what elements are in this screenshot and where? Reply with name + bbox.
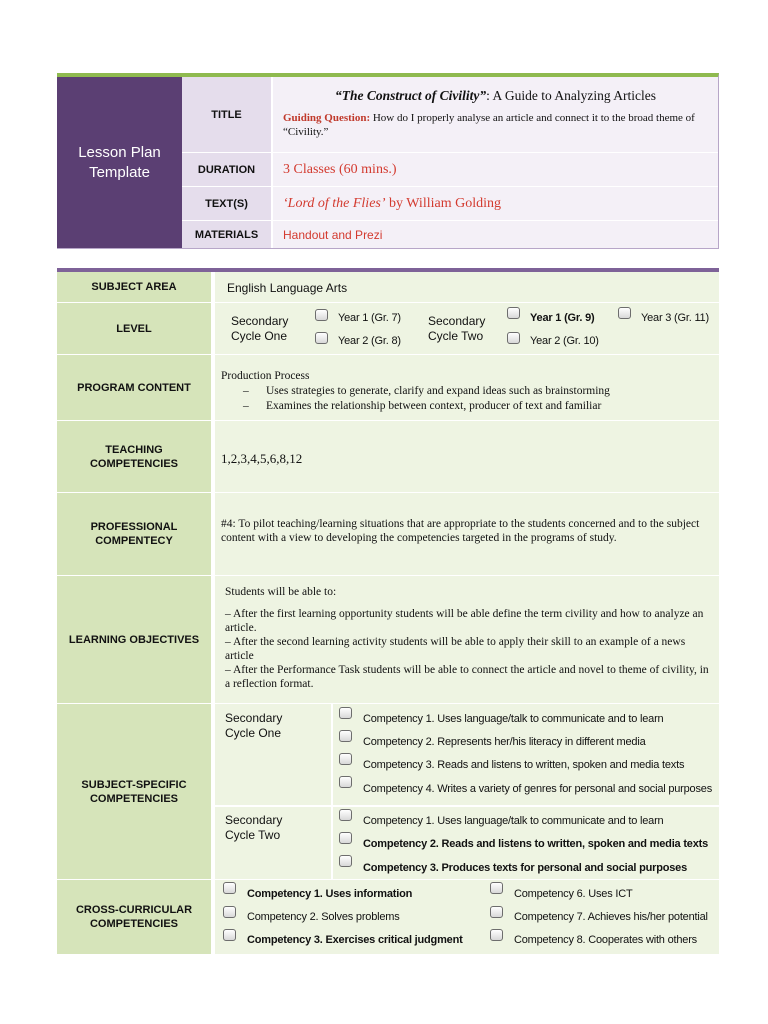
learning-objectives-value bbox=[225, 585, 711, 691]
learning-objectives-row bbox=[57, 576, 719, 704]
cross-competency-checkbox[interactable] bbox=[490, 929, 503, 941]
cycle-one-competency-3: Competency 3. Reads and listens to written, spoken and media texts bbox=[363, 759, 685, 771]
lesson-details-table bbox=[57, 268, 719, 950]
competency-checkbox[interactable] bbox=[339, 809, 352, 821]
cross-competency-checkbox[interactable] bbox=[223, 929, 236, 941]
materials-row bbox=[182, 221, 718, 248]
year1-gr9-checkbox[interactable] bbox=[507, 307, 520, 319]
cross-competency-1: Competency 1. Uses information bbox=[247, 888, 413, 900]
professional-competency-value: #4: To pilot teaching/learning situations that are appropriate to the students concerned and to the subject content with a view to developing the competencies targeted in the programs of study. bbox=[221, 518, 700, 544]
year2-gr10-checkbox[interactable] bbox=[507, 332, 520, 344]
cross-competency-8: Competency 8. Cooperates with others bbox=[514, 934, 697, 946]
teaching-competencies-value: 1,2,3,4,5,6,8,12 bbox=[221, 451, 303, 466]
title-row bbox=[182, 77, 718, 153]
competency-checkbox[interactable] bbox=[339, 855, 352, 867]
year1-gr7-checkbox[interactable] bbox=[315, 309, 328, 321]
lesson-title: “The Construct of Civility”: A Guide to Analyzing Articles bbox=[335, 88, 656, 103]
subject-specific-row bbox=[57, 704, 719, 880]
title-value bbox=[273, 77, 718, 152]
cycle-two-competency-3: Competency 3. Produces texts for personal and social purposes bbox=[363, 862, 688, 874]
competency-checkbox[interactable] bbox=[339, 776, 352, 788]
subject-area-label: SUBJECT AREA bbox=[57, 272, 213, 302]
cross-competency-checkbox[interactable] bbox=[223, 906, 236, 918]
texts-label: TEXT(S) bbox=[182, 187, 272, 220]
year2-gr8-checkbox[interactable] bbox=[315, 332, 328, 344]
subject-area-value: English Language Arts bbox=[227, 281, 348, 295]
learning-objectives-intro: Students will be able to: bbox=[225, 586, 337, 598]
cycle-one-competency-1: Competency 1. Uses language/talk to communicate and to learn bbox=[363, 713, 664, 725]
cross-curricular-row bbox=[57, 880, 719, 954]
competency-checkbox[interactable] bbox=[339, 730, 352, 742]
texts-value: ‘Lord of the Flies’ by William Golding bbox=[283, 195, 501, 211]
duration-row bbox=[182, 153, 718, 187]
program-content-row bbox=[57, 355, 719, 421]
cycle-two-competency-2: Competency 2. Reads and listens to written, spoken and media texts bbox=[363, 838, 709, 850]
cycle-one-competency-2: Competency 2. Represents her/his literacy in different media bbox=[363, 736, 646, 748]
learning-objectives-label: LEARNING OBJECTIVES bbox=[57, 576, 213, 703]
level-label: LEVEL bbox=[57, 303, 213, 354]
competency-checkbox[interactable] bbox=[339, 707, 352, 719]
cross-competency-3: Competency 3. Exercises critical judgment bbox=[247, 934, 463, 946]
cross-competency-6: Competency 6. Uses ICT bbox=[514, 888, 633, 900]
duration-label: DURATION bbox=[182, 153, 272, 186]
cross-competency-2: Competency 2. Solves problems bbox=[247, 911, 400, 923]
level-row bbox=[57, 303, 719, 355]
year3-gr11-checkbox[interactable] bbox=[618, 307, 631, 319]
materials-label: MATERIALS bbox=[182, 221, 272, 248]
program-content-heading: Production Process bbox=[221, 370, 310, 382]
subject-cycle-one: Secondary Cycle One bbox=[225, 711, 283, 740]
lesson-plan-template-title: Lesson Plan Template bbox=[57, 77, 182, 248]
cycle-one-competency-4: Competency 4. Writes a variety of genres for personal and social purposes bbox=[363, 783, 712, 795]
year1-gr9-label: Year 1 (Gr. 9) bbox=[530, 312, 595, 324]
subject-area-row bbox=[57, 272, 719, 303]
year2-gr10-label: Year 2 (Gr. 10) bbox=[530, 335, 599, 347]
learning-objective-item: – After the first learning opportunity students will be able define the term civility and how to analyze an article. bbox=[225, 608, 704, 634]
materials-value: Handout and Prezi bbox=[283, 227, 383, 242]
program-content-item: – Examines the relationship between context, producer of text and familiar bbox=[221, 399, 709, 414]
guiding-question: Guiding Question: How do I properly analyse an article and connect it to the broad theme of “Civility.” bbox=[283, 112, 695, 138]
title-label: TITLE bbox=[182, 77, 272, 152]
level-cycle-one: Secondary Cycle One bbox=[231, 314, 289, 343]
year1-gr7-label: Year 1 (Gr. 7) bbox=[338, 312, 401, 324]
teaching-competencies-label: TEACHING COMPETENCIES bbox=[57, 421, 213, 492]
duration-value: 3 Classes (60 mins.) bbox=[283, 161, 397, 177]
year3-gr11-label: Year 3 (Gr. 11) bbox=[641, 312, 709, 324]
lesson-header-table bbox=[57, 73, 719, 249]
learning-objective-item: – After the Performance Task students will be able to connect the article and novel to theme of civility, in a reflection format. bbox=[225, 664, 709, 690]
subject-cycle-two: Secondary Cycle Two bbox=[225, 813, 283, 842]
program-content-label: PROGRAM CONTENT bbox=[57, 355, 213, 420]
cross-competency-checkbox[interactable] bbox=[223, 882, 236, 894]
cross-competency-checkbox[interactable] bbox=[490, 906, 503, 918]
program-content-item: – Uses strategies to generate, clarify and expand ideas such as brainstorming bbox=[221, 384, 709, 399]
cycle-two-competency-1: Competency 1. Uses language/talk to communicate and to learn bbox=[363, 815, 664, 827]
program-content-value bbox=[221, 369, 709, 414]
competency-checkbox[interactable] bbox=[339, 832, 352, 844]
texts-row bbox=[182, 187, 718, 221]
learning-objective-item: – After the second learning activity students will be able to apply their skill to an example of a news article bbox=[225, 636, 686, 662]
subject-specific-label: SUBJECT-SPECIFIC COMPETENCIES bbox=[57, 704, 213, 879]
cross-curricular-label: CROSS-CURRICULAR COMPETENCIES bbox=[57, 880, 213, 954]
professional-competency-row bbox=[57, 493, 719, 576]
competency-checkbox[interactable] bbox=[339, 753, 352, 765]
teaching-competencies-row bbox=[57, 421, 719, 493]
cross-competency-checkbox[interactable] bbox=[490, 882, 503, 894]
professional-competency-label: PROFESSIONAL COMPENTECY bbox=[57, 493, 213, 575]
year2-gr8-label: Year 2 (Gr. 8) bbox=[338, 335, 401, 347]
cross-competency-7: Competency 7. Achieves his/her potential bbox=[514, 911, 708, 923]
level-cycle-two: Secondary Cycle Two bbox=[428, 314, 486, 343]
